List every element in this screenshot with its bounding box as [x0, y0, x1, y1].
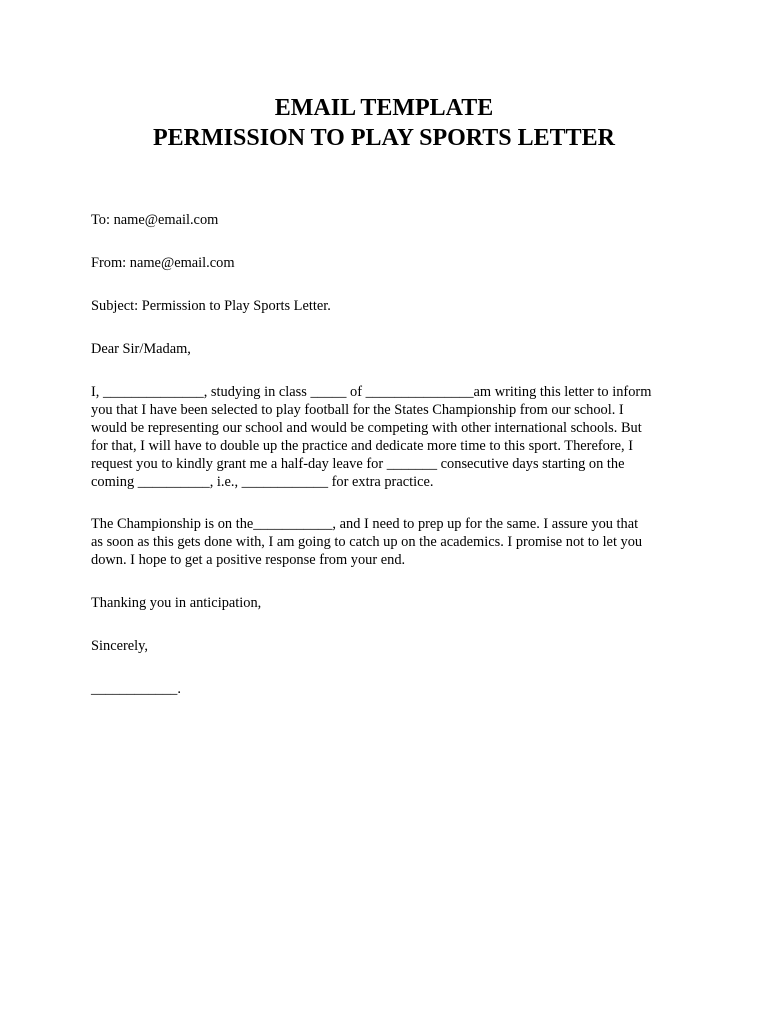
paragraph-line: I, ______________, studying in class _____ of _______________am writing this letter to inform — [91, 384, 652, 400]
salutation: Dear Sir/Madam, — [91, 341, 191, 357]
paragraph-line: coming __________, i.e., ____________ for extra practice. — [91, 474, 434, 490]
subject-line: Subject: Permission to Play Sports Letter. — [91, 298, 331, 314]
title-line-1: EMAIL TEMPLATE — [274, 95, 494, 121]
paragraph-line: for that, I will have to double up the practice and dedicate more time to this sport. Therefore, I — [91, 438, 633, 454]
closing-line: Sincerely, — [91, 638, 149, 654]
paragraph-line: The Championship is on the___________, and I need to prep up for the same. I assure you that — [91, 516, 639, 532]
from-line: From: name@email.com — [91, 255, 235, 271]
body-paragraph-2 — [91, 515, 691, 569]
paragraph-line: would be representing our school and would be competing with other international schools. But — [91, 420, 642, 436]
paragraph-line: request you to kindly grant me a half-day leave for _______ consecutive days starting on the — [91, 456, 625, 472]
paragraph-line: you that I have been selected to play football for the States Championship from our school. I — [91, 402, 624, 418]
paragraph-line: down. I hope to get a positive response from your end. — [91, 552, 406, 568]
thanks-line: Thanking you in anticipation, — [91, 595, 262, 611]
to-line: To: name@email.com — [91, 212, 219, 228]
document-title — [0, 93, 768, 153]
paragraph-line: as soon as this gets done with, I am going to catch up on the academics. I promise not to let you — [91, 534, 643, 550]
title-line-2: PERMISSION TO PLAY SPORTS LETTER — [153, 125, 615, 151]
letter-body — [91, 211, 691, 723]
signature-blank: ____________. — [91, 681, 181, 697]
body-paragraph-1 — [91, 383, 691, 491]
